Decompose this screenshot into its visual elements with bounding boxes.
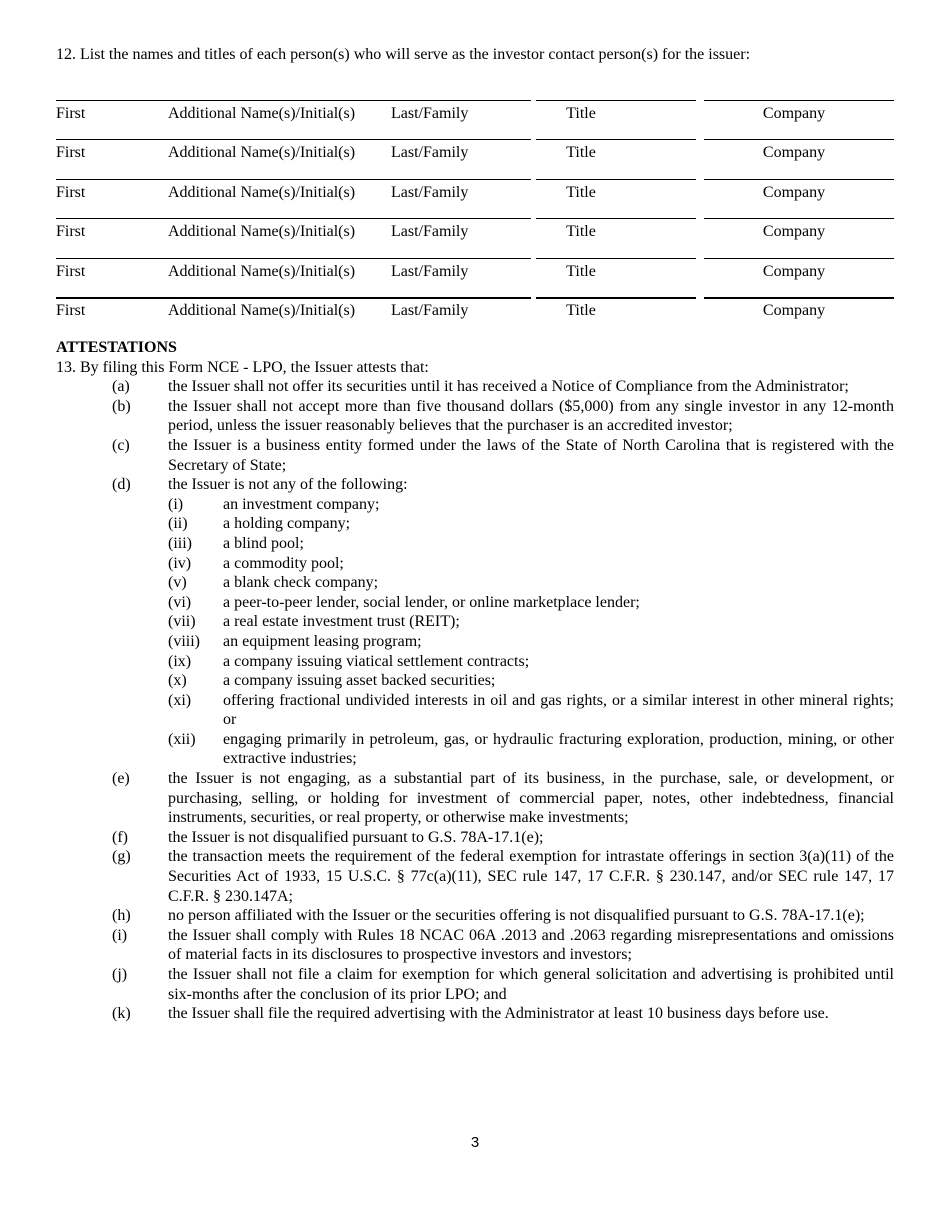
subitem-marker: (vi): [168, 593, 192, 611]
attestation-subitem: [56, 691, 894, 730]
last-name-label: Last/Family: [391, 262, 469, 280]
attestation-subitem: [56, 573, 894, 593]
subitem-marker: (v): [168, 574, 187, 592]
attestation-subitem: [56, 612, 894, 632]
item-marker: (j): [112, 966, 128, 983]
item-marker: (g): [112, 848, 131, 866]
attestation-subitem: [56, 554, 894, 574]
first-name-label: First: [56, 183, 86, 201]
item-text: the Issuer is a business entity formed under the laws of the State of North Carolina that is registered with the Secretary of State;: [168, 436, 894, 474]
company-field-underline[interactable]: [704, 179, 894, 180]
attestation-subitem: [56, 495, 894, 515]
company-label: Company: [762, 223, 826, 241]
item-marker: (h): [112, 907, 131, 925]
first-name-label: First: [56, 223, 86, 241]
name-fields-underline[interactable]: [56, 258, 531, 259]
attestation-item: [56, 475, 894, 495]
last-name-label: Last/Family: [391, 144, 469, 162]
last-name-label: Last/Family: [391, 105, 469, 122]
additional-name-label: Additional Name(s)/Initial(s): [168, 223, 356, 241]
company-field-underline[interactable]: [704, 218, 894, 219]
title-field-underline[interactable]: [536, 218, 696, 219]
additional-name-label: Additional Name(s)/Initial(s): [168, 144, 356, 162]
attestation-item: [56, 965, 894, 1004]
item-text: the transaction meets the requirement of the federal exemption for intrastate offerings in section 3(a)(11) of the Securities Act of 1933, 15 U.S.C. § 77c(a)(11), SEC rule 147, 17 C.F.R. § 230.147, and/or SEC rule 147, 17 C.F.R. § 230.147A;: [168, 848, 894, 905]
subitem-marker: (vii): [168, 613, 196, 631]
item-marker: (i): [112, 926, 128, 944]
title-field-underline[interactable]: [536, 100, 696, 101]
contact-row: [56, 242, 894, 281]
attestation-subitem: [56, 730, 894, 769]
subitem-text: a peer-to-peer lender, social lender, or online marketplace lender;: [223, 593, 640, 611]
question-12: 12. List the names and titles of each person(s) who will serve as the investor contact person(s) for the issuer:: [56, 46, 751, 63]
name-fields-underline[interactable]: [56, 218, 531, 219]
subitem-text: a company issuing viatical settlement contracts;: [223, 652, 530, 670]
item-text: no person affiliated with the Issuer or the securities offering is not disqualified pursuant to G.S. 78A-17.1(e);: [168, 907, 865, 925]
contact-row: [56, 163, 894, 202]
subitem-text: a blind pool;: [223, 534, 304, 552]
name-fields-underline[interactable]: [56, 179, 531, 180]
attestation-subitem: [56, 593, 894, 613]
contact-row: [56, 202, 894, 241]
first-name-label: First: [56, 105, 86, 122]
title-field-underline[interactable]: [536, 297, 696, 299]
title-field-underline[interactable]: [536, 258, 696, 259]
subitem-marker: (iv): [168, 554, 192, 572]
contact-persons-table: [56, 84, 894, 320]
subitem-marker: (viii): [168, 632, 200, 650]
attestation-subitem: [56, 514, 894, 534]
subitem-text: a real estate investment trust (REIT);: [223, 613, 460, 631]
item-text: the Issuer shall comply with Rules 18 NCAC 06A .2013 and .2063 regarding misrepresentations and omissions of material facts in its disclosures to prospective investors and investors;: [168, 926, 894, 964]
title-label: Title: [566, 183, 596, 201]
subitem-marker: (xii): [168, 730, 196, 748]
attestations-section: [56, 338, 894, 1024]
title-field-underline[interactable]: [536, 179, 696, 180]
attestations-heading: ATTESTATIONS: [56, 339, 177, 356]
subitem-text: an investment company;: [223, 495, 380, 513]
additional-name-label: Additional Name(s)/Initial(s): [168, 105, 356, 122]
title-label: Title: [566, 105, 596, 122]
item-marker: (c): [112, 436, 130, 454]
contact-row: [56, 84, 894, 123]
item-text: the Issuer shall not offer its securities until it has received a Notice of Compliance from the Administrator;: [168, 378, 849, 396]
first-name-label: First: [56, 301, 86, 319]
subitem-marker: (iii): [168, 534, 192, 552]
title-field-underline[interactable]: [536, 139, 696, 140]
page-number: 3: [470, 1134, 480, 1151]
subitem-text: offering fractional undivided interests in oil and gas rights, or a similar interest in other mineral rights; or: [223, 691, 894, 729]
first-name-label: First: [56, 144, 86, 162]
title-label: Title: [566, 223, 596, 241]
attestation-subitem: [56, 632, 894, 652]
item-text: the Issuer shall not accept more than five thousand dollars ($5,000) from any single investor in any 12-month period, unless the issuer reasonably believes that the purchaser is an accredited investor;: [168, 397, 894, 435]
additional-name-label: Additional Name(s)/Initial(s): [168, 262, 356, 280]
last-name-label: Last/Family: [391, 301, 469, 319]
last-name-label: Last/Family: [391, 223, 469, 241]
attestation-item: [56, 397, 894, 436]
attestation-subitem: [56, 534, 894, 554]
item-text: the Issuer shall file the required advertising with the Administrator at least 10 business days before use.: [168, 1005, 829, 1023]
item-marker: (b): [112, 397, 131, 415]
attestation-item: [56, 436, 894, 475]
subitem-text: a commodity pool;: [223, 554, 344, 572]
attestation-item: [56, 828, 894, 848]
subitem-text: a holding company;: [223, 515, 351, 533]
company-label: Company: [762, 144, 826, 162]
item-marker: (d): [112, 476, 131, 494]
title-label: Title: [566, 262, 596, 280]
company-label: Company: [762, 183, 826, 201]
attestation-subitem: [56, 671, 894, 691]
item-text: the Issuer shall not file a claim for exemption for which general solicitation and advertising is prohibited until six-months after the conclusion of its prior LPO; and: [168, 966, 894, 1003]
subitem-marker: (x): [168, 672, 187, 690]
company-label: Company: [762, 301, 826, 319]
title-label: Title: [566, 144, 596, 162]
item-marker: (k): [112, 1005, 131, 1023]
contact-row: [56, 281, 894, 320]
company-field-underline[interactable]: [704, 258, 894, 259]
attestation-item: [56, 1004, 894, 1024]
attestation-subitem: [56, 652, 894, 672]
company-label: Company: [762, 262, 826, 280]
subitem-marker: (ii): [168, 515, 188, 533]
attestations-intro: 13. By filing this Form NCE - LPO, the Issuer attests that:: [56, 358, 429, 376]
attestation-item: [56, 906, 894, 926]
name-fields-underline[interactable]: [56, 139, 531, 140]
item-text: the Issuer is not engaging, as a substantial part of its business, in the purchase, sale, or development, or purchasing, selling, or holding for investment of commercial paper, notes, other indebtedness, financial instruments, securities, or real property, or otherwise make investments;: [168, 770, 894, 827]
item-text: the Issuer is not disqualified pursuant to G.S. 78A-17.1(e);: [168, 828, 544, 846]
company-field-underline[interactable]: [704, 297, 894, 299]
attestation-item: [56, 377, 894, 397]
subitem-marker: (xi): [168, 691, 192, 709]
additional-name-label: Additional Name(s)/Initial(s): [168, 183, 356, 201]
company-field-underline[interactable]: [704, 139, 894, 140]
additional-name-label: Additional Name(s)/Initial(s): [168, 301, 356, 319]
item-marker: (a): [112, 378, 130, 396]
contact-row: [56, 123, 894, 162]
attestation-item: [56, 847, 894, 906]
company-field-underline[interactable]: [704, 100, 894, 101]
subitem-text: engaging primarily in petroleum, gas, or hydraulic fracturing exploration, production, mining, or other extractive industries;: [223, 730, 894, 768]
item-marker: (e): [112, 770, 130, 788]
first-name-label: First: [56, 262, 86, 280]
attestation-item: [56, 926, 894, 965]
item-text: the Issuer is not any of the following:: [168, 476, 408, 494]
subitem-text: a blank check company;: [223, 574, 379, 592]
last-name-label: Last/Family: [391, 183, 469, 201]
name-fields-underline[interactable]: [56, 297, 531, 299]
subitem-text: a company issuing asset backed securities;: [223, 672, 496, 690]
title-label: Title: [566, 301, 596, 319]
name-fields-underline[interactable]: [56, 100, 531, 101]
attestation-item: [56, 769, 894, 828]
company-label: Company: [762, 105, 826, 122]
subitem-text: an equipment leasing program;: [223, 632, 422, 650]
subitem-marker: (ix): [168, 652, 192, 670]
subitem-marker: (i): [168, 495, 184, 513]
item-marker: (f): [112, 828, 128, 846]
